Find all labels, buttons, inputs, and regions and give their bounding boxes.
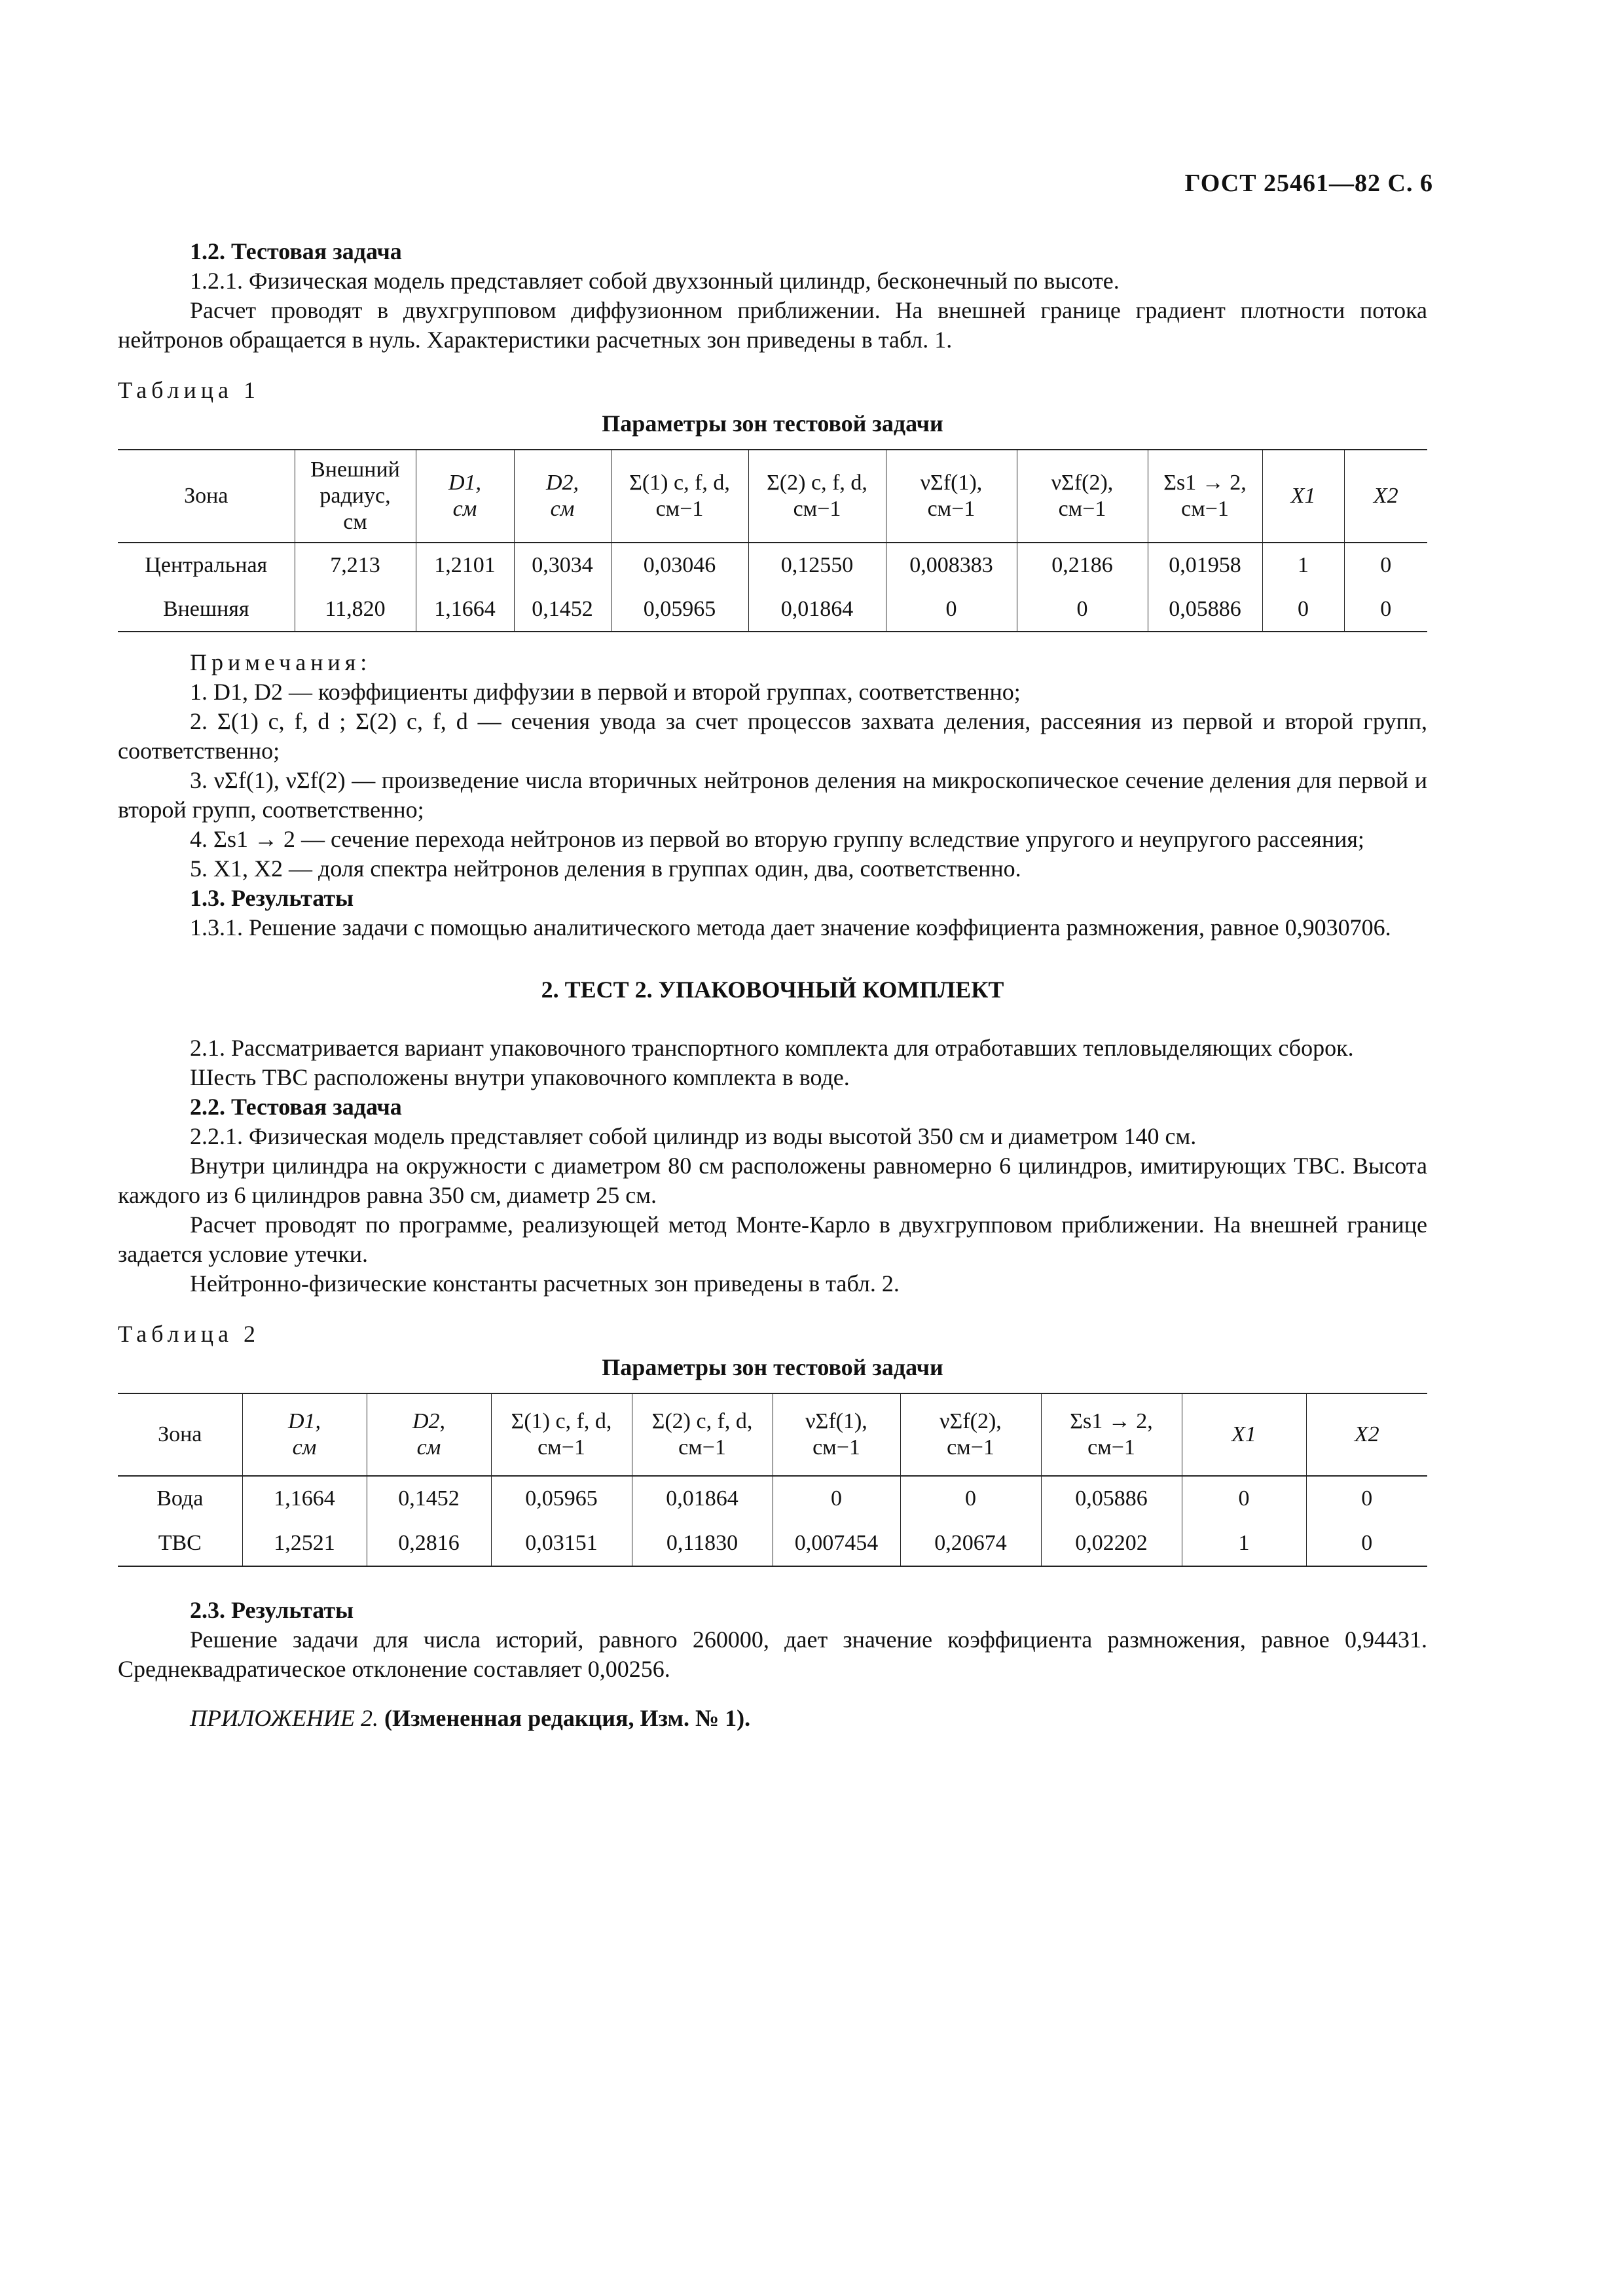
section-1-3-heading: 1.3. Результаты (190, 885, 354, 911)
table-header-row (118, 450, 1427, 543)
paragraph: Расчет проводят по программе, реализующей метод Монте-Карло в двухгрупповом приближении. На внешней границе задается условие утечки. (118, 1211, 1427, 1267)
column-header: Внешний радиус, см (295, 450, 416, 543)
table-cell: 1,2101 (416, 543, 514, 587)
table-2-label: Таблица 2 (118, 1321, 260, 1347)
table-cell: 0,02202 (1041, 1521, 1182, 1566)
column-header: Σ(1) c, f, d, см−1 (491, 1393, 632, 1476)
table-cell: 0,20674 (900, 1521, 1041, 1566)
table-cell: 0,12550 (748, 543, 886, 587)
column-header: Σ(2) c, f, d, см−1 (748, 450, 886, 543)
column-header: X2 (1306, 1393, 1427, 1476)
table-cell: 0 (886, 587, 1017, 632)
table-cell: Вода (156, 1486, 204, 1511)
table-2-title: Параметры зон тестовой задачи (602, 1354, 943, 1380)
table-1 (118, 449, 1427, 632)
table-cell: 0 (1017, 587, 1148, 632)
table-cell: 0,1452 (514, 587, 611, 632)
table-1-label: Таблица 1 (118, 377, 260, 403)
column-header: νΣf(1), см−1 (886, 450, 1017, 543)
column-header: νΣf(1), см−1 (773, 1393, 900, 1476)
appendix-label: ПРИЛОЖЕНИЕ 2. (190, 1705, 378, 1731)
table-cell: 0 (1182, 1476, 1306, 1521)
section-2-title: 2. ТЕСТ 2. УПАКОВОЧНЫЙ КОМПЛЕКТ (541, 977, 1004, 1003)
section-2-3-heading: 2.3. Результаты (190, 1597, 354, 1623)
table-2 (118, 1393, 1427, 1567)
table-cell: ТВС (158, 1531, 202, 1555)
section-2-2-heading: 2.2. Тестовая задача (190, 1094, 402, 1120)
table-cell: 0,01864 (748, 587, 886, 632)
table-cell: 0 (1344, 543, 1427, 587)
table-cell: 0 (900, 1476, 1041, 1521)
table-cell: 0,05965 (611, 587, 748, 632)
note-item: 1. D1, D2 — коэффициенты диффузии в первой и второй группах, соответственно; (190, 679, 1021, 705)
note-item: 5. X1, X2 — доля спектра нейтронов деления в группах один, два, соответственно. (190, 855, 1021, 882)
column-header: Σ(2) c, f, d, см−1 (632, 1393, 773, 1476)
column-header: D1, см (416, 450, 514, 543)
table-cell: 0,3034 (514, 543, 611, 587)
notes-title: Примечания: (190, 649, 372, 675)
column-header: Σs1 → 2, см−1 (1041, 1393, 1182, 1476)
table-cell: 0 (1306, 1476, 1427, 1521)
note-item: 4. Σs1 → 2 — сечение перехода нейтронов из первой во вторую группу вследствие упругого и неупругого рассеяния; (190, 826, 1364, 852)
table-cell: 0,05965 (491, 1476, 632, 1521)
table-cell: 0,03046 (611, 543, 748, 587)
table-row (118, 1521, 1427, 1566)
table-cell: Внешняя (162, 596, 249, 621)
table-cell: 0,2816 (367, 1521, 491, 1566)
column-header: X1 (1182, 1393, 1306, 1476)
table-cell: 0 (1306, 1521, 1427, 1566)
page-header: ГОСТ 25461—82 С. 6 (1184, 170, 1433, 197)
table-cell: 0 (773, 1476, 900, 1521)
table-header-row (118, 1393, 1427, 1476)
paragraph: Нейтронно-физические константы расчетных зон приведены в табл. 2. (190, 1270, 900, 1297)
table-cell: 0,2186 (1017, 543, 1148, 587)
column-header: D2, см (367, 1393, 491, 1476)
table-cell: 1 (1182, 1521, 1306, 1566)
column-header: Зона (158, 1422, 202, 1446)
table-cell: 0,01958 (1148, 543, 1262, 587)
note-item: 2. Σ(1) c, f, d ; Σ(2) c, f, d — сечения увода за счет процессов захвата деления, рассеяния из первой и второй групп, соответственно; (118, 708, 1427, 764)
table-1-title: Параметры зон тестовой задачи (602, 410, 943, 437)
paragraph: Решение задачи для числа историй, равного 260000, дает значение коэффициента размножения, равное 0,94431. Среднеквадратическое отклонение составляет 0,00256. (118, 1626, 1427, 1682)
column-header: Σ(1) c, f, d, см−1 (611, 450, 748, 543)
table-cell: 0,1452 (367, 1476, 491, 1521)
appendix-text: (Измененная редакция, Изм. № 1). (384, 1705, 751, 1731)
column-header: νΣf(2), см−1 (1017, 450, 1148, 543)
table-cell: 0,05886 (1041, 1476, 1182, 1521)
table-cell: 0 (1262, 587, 1344, 632)
table-row (118, 543, 1427, 587)
table-row (118, 1476, 1427, 1521)
column-header: D1, см (242, 1393, 367, 1476)
column-header: Зона (184, 484, 228, 508)
table-cell: 1,1664 (242, 1476, 367, 1521)
table-cell: 11,820 (295, 587, 416, 632)
column-header: D2, см (514, 450, 611, 543)
table-cell: 0,007454 (773, 1521, 900, 1566)
paragraph: 2.2.1. Физическая модель представляет собой цилиндр из воды высотой 350 см и диаметром 140 см. (190, 1123, 1197, 1149)
table-cell: 1 (1262, 543, 1344, 587)
column-header: X1 (1262, 450, 1344, 543)
section-1-2-heading: 1.2. Тестовая задача (190, 238, 402, 264)
appendix-note (118, 1704, 1427, 1733)
table-cell: 1,2521 (242, 1521, 367, 1566)
paragraph: 2.1. Рассматривается вариант упаковочного транспортного комплекта для отработавших тепловыделяющих сборок. (190, 1035, 1354, 1061)
paragraph: 1.2.1. Физическая модель представляет собой двухзонный цилиндр, бесконечный по высоте. (190, 268, 1120, 294)
table-row (118, 587, 1427, 632)
table-cell: 0,008383 (886, 543, 1017, 587)
paragraph: Внутри цилиндра на окружности с диаметром 80 см расположены равномерно 6 цилиндров, имитирующих ТВС. Высота каждого из 6 цилиндров равна 350 см, диаметр 25 см. (118, 1153, 1427, 1208)
table-cell: 0,11830 (632, 1521, 773, 1566)
document-body (118, 237, 1427, 1733)
paragraph: Шесть ТВС расположены внутри упаковочного комплекта в воде. (190, 1064, 850, 1090)
table-cell: 0,05886 (1148, 587, 1262, 632)
paragraph: 1.3.1. Решение задачи с помощью аналитического метода дает значение коэффициента размножения, равное 0,9030706. (190, 914, 1391, 941)
table-cell: 7,213 (295, 543, 416, 587)
column-header: νΣf(2), см−1 (900, 1393, 1041, 1476)
table-cell: 0 (1344, 587, 1427, 632)
paragraph: Расчет проводят в двухгрупповом диффузионном приближении. На внешней границе градиент плотности потока нейтронов обращается в нуль. Характеристики расчетных зон приведены в табл. 1. (118, 297, 1427, 353)
note-item: 3. νΣf(1), νΣf(2) — произведение числа вторичных нейтронов деления на микроскопическое сечение деления для первой и второй групп, соответственно; (118, 767, 1427, 823)
column-header: Σs1 → 2, см−1 (1148, 450, 1262, 543)
table-cell: Центральная (145, 552, 268, 577)
column-header: X2 (1344, 450, 1427, 543)
table-cell: 1,1664 (416, 587, 514, 632)
table-cell: 0,01864 (632, 1476, 773, 1521)
table-cell: 0,03151 (491, 1521, 632, 1566)
